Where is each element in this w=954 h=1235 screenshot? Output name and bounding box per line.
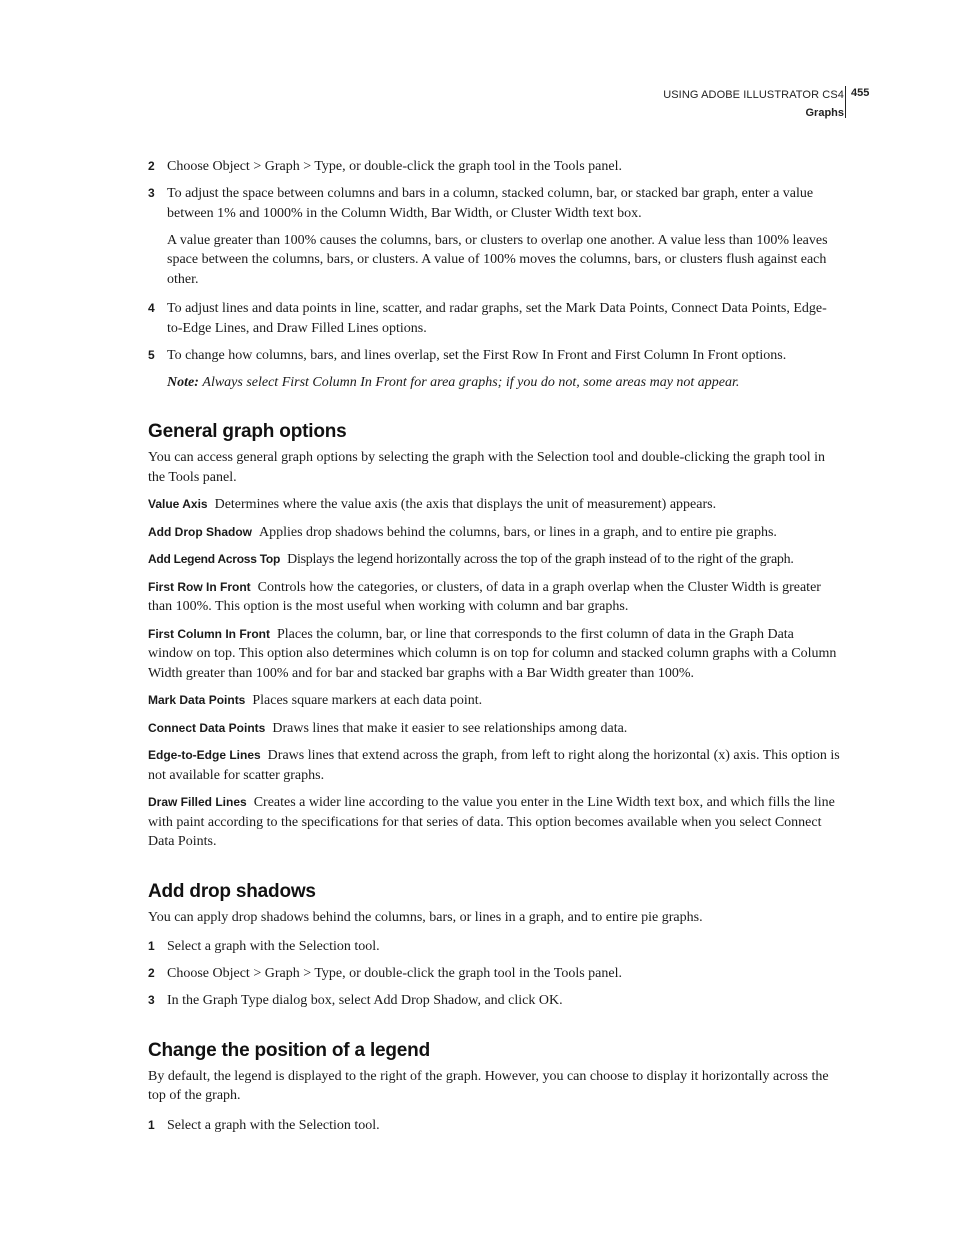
option-label: Add Legend Across Top <box>148 552 281 566</box>
option-description: Displays the legend horizontally across the top of the graph instead of to the right of the graph. <box>287 552 794 567</box>
option-description: Applies drop shadows behind the columns, bars, or lines in a graph, and to entire pie graphs. <box>259 524 777 540</box>
page-number: 455 <box>851 87 870 99</box>
option-label: Value Axis <box>148 497 208 511</box>
step-item <box>148 184 842 223</box>
option-description: Places square markers at each data point. <box>252 693 483 708</box>
step-item <box>148 937 842 957</box>
step-number: 1 <box>148 939 155 953</box>
option-description: Draws lines that extend across the graph, from left to right along the horizontal (x) axis. This option is not available for scatter graphs. <box>148 748 840 783</box>
step-number: 5 <box>148 347 155 362</box>
option-description: Creates a wider line according to the value you enter in the Line Width text box, and which fills the line with paint according to the specifications for that series of data. This option becomes available when you select Connect Data Points. <box>148 795 835 849</box>
section-intro: You can apply drop shadows behind the columns, bars, or lines in a graph, and to entire pie graphs. <box>148 909 703 925</box>
option-connect-data-points <box>148 719 842 739</box>
step-item <box>148 346 842 366</box>
option-label: Connect Data Points <box>148 720 266 735</box>
book-title: USING ADOBE ILLUSTRATOR CS4 <box>663 89 844 101</box>
section-intro: You can access general graph options by selecting the graph with the Selection tool and double-clicking the graph tool in the Tools panel. <box>148 450 826 485</box>
option-first-column-in-front <box>148 625 842 684</box>
chapter-title: Graphs <box>805 107 844 119</box>
option-label: Mark Data Points <box>148 693 246 707</box>
step-text: Choose Object > Graph > Type, or double-click the graph tool in the Tools panel. <box>167 159 622 174</box>
note <box>148 373 842 393</box>
option-label: First Column In Front <box>148 626 270 641</box>
section-heading-add-drop-shadows: Add drop shadows <box>148 880 316 902</box>
option-description: Draws lines that make it easier to see relationships among data. <box>272 720 628 736</box>
step-text: In the Graph Type dialog box, select Add Drop Shadow, and click OK. <box>167 993 563 1008</box>
step-text: To adjust the space between columns and bars in a column, stacked column, bar, or stacked bar graph, enter a value between 1% and 1000% in the Column Width, Bar Width, or Cluster Width text box. <box>167 186 814 221</box>
step-number: 3 <box>148 993 155 1007</box>
option-description: Determines where the value axis (the axis that displays the unit of measurement) appears. <box>214 497 717 512</box>
step-number: 3 <box>148 186 155 200</box>
step-number: 2 <box>148 966 155 980</box>
step-item <box>148 1116 842 1136</box>
step-text: To adjust lines and data points in line, scatter, and radar graphs, set the Mark Data Points, Connect Data Points, Edge-to-Edge Lines, and Draw Filled Lines options. <box>167 301 827 336</box>
step-text: Choose Object > Graph > Type, or double-click the graph tool in the Tools panel. <box>167 966 622 981</box>
option-label: Add Drop Shadow <box>148 524 252 539</box>
section-intro: By default, the legend is displayed to the right of the graph. However, you can choose to display it horizontally across the top of the graph. <box>148 1068 829 1103</box>
step-item <box>148 157 842 177</box>
step-item <box>148 299 842 338</box>
section-heading-change-legend-position: Change the position of a legend <box>148 1039 430 1061</box>
option-description: Controls how the categories, or clusters, of data in a graph overlap when the Cluster Width is greater than 100%. This option is the most useful when working with column and bar graphs. <box>148 579 821 614</box>
step-number: 4 <box>148 301 155 315</box>
note-text: Always select First Column In Front for area graphs; if you do not, some areas may not appear. <box>202 374 740 390</box>
step-detail: A value greater than 100% causes the columns, bars, or clusters to overlap one another. A value less than 100% leaves space between the columns, bars, or clusters. A value of 100% moves the columns, bars, or clusters flush against each other. <box>167 232 828 287</box>
option-first-row-in-front <box>148 578 842 617</box>
header-divider <box>845 86 846 118</box>
step-number: 2 <box>148 159 155 173</box>
step-number: 1 <box>148 1117 155 1132</box>
option-label: Edge-to-Edge Lines <box>148 748 261 762</box>
option-edge-to-edge-lines <box>148 746 842 785</box>
step-text: Select a graph with the Selection tool. <box>167 939 380 954</box>
page-content <box>148 157 842 1135</box>
option-value-axis <box>148 495 842 515</box>
option-add-legend-across-top <box>148 550 842 570</box>
option-label: Draw Filled Lines <box>148 795 247 809</box>
step-text: To change how columns, bars, and lines overlap, set the First Row In Front and First Column In Front options. <box>167 347 787 363</box>
option-mark-data-points <box>148 691 842 711</box>
step-text: Select a graph with the Selection tool. <box>167 1117 380 1133</box>
note-label: Note: <box>167 374 199 390</box>
section-heading-general-graph-options: General graph options <box>148 421 347 442</box>
option-add-drop-shadow <box>148 523 842 543</box>
option-description: Places the column, bar, or line that corresponds to the first column of data in the Graph Data window on top. This option also determines which column is on top for column and stacked column graphs with a Column Width greater than 100% and for bar and stacked bar graphs with a Bar Width greater than 100%. <box>148 626 837 681</box>
option-label: First Row In Front <box>148 579 251 594</box>
step-item <box>148 964 842 984</box>
step-item <box>148 991 842 1011</box>
running-head <box>663 86 844 122</box>
option-draw-filled-lines <box>148 793 842 852</box>
